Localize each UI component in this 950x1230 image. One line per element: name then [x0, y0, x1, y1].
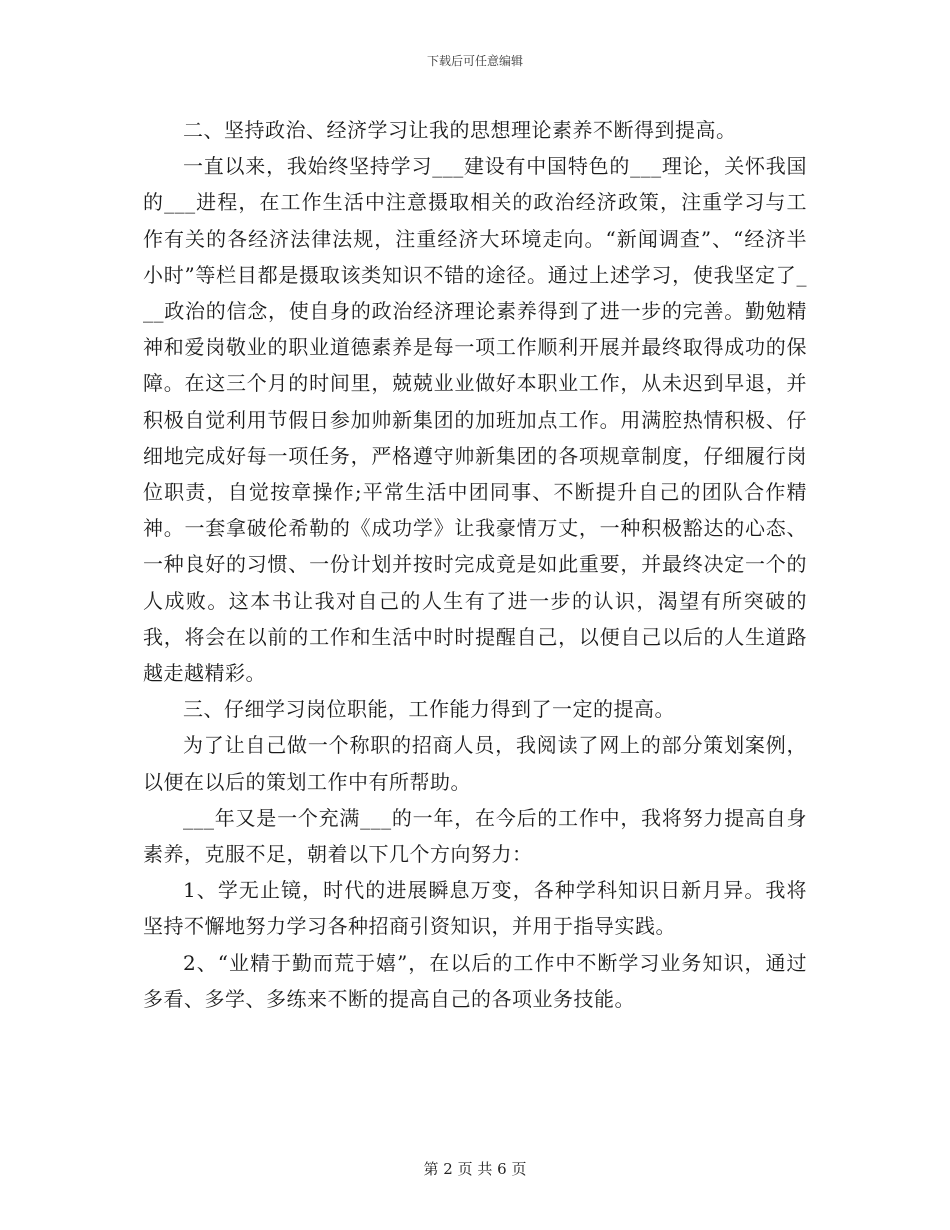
- document-body: [143, 112, 807, 1017]
- body-paragraph-plan: ___年又是一个充满___的一年，在今后的工作中，我将努力提高自身素养，克服不足，朝着以下几个方向努力：: [143, 805, 807, 867]
- section-heading-2: 二、坚持政治、经济学习让我的思想理论素养不断得到提高。: [183, 118, 737, 142]
- page-number: 第 2 页 共 6 页: [423, 1160, 527, 1178]
- list-item-1: 1、学无止镜，时代的进展瞬息万变，各种学科知识日新月异。我将坚持不懈地努力学习各种招商引资知识，并用于指导实践。: [143, 878, 807, 939]
- section-heading-3: 三、仔细学习岗位职能，工作能力得到了一定的提高。: [183, 697, 675, 722]
- body-paragraph-study: 一直以来，我始终坚持学习___建设有中国特色的___理论，关怀我国的___进程，在工作生活中注意摄取相关的政治经济政策，注重学习与工作有关的各经济法律法规，注重经济大环境走向。“新闻调查”、“经济半小时”等栏目都是摄取该类知识不错的途径。通过上述学习，使我坚定了___政治的信念，使自身的政治经济理论素养得到了进一步的完善。勤勉精神和爱岗敬业的职业道德素养是每一项工作顺利开展并最终取得成功的保障。在这三个月的时间里，兢兢业业做好本职业工作，从未迟到早退，并积极自觉利用节假日参加帅新集团的加班加点工作。用满腔热情积极、仔细地完成好每一项任务，严格遵守帅新集团的各项规章制度，仔细履行岗位职责，自觉按章操作;平常生活中团同事、不断提升自己的团队合作精神。一套拿破伦希勒的《成功学》让我豪情万丈，一种积极豁达的心态、一种良好的习惯、一份计划并按时完成竟是如此重要，并最终决定一个的人成败。这本书让我对自己的人生有了进一步的认识，渴望有所突破的我，将会在以前的工作和生活中时时提醒自己，以便自己以后的人生道路越走越精彩。: [143, 154, 807, 686]
- page-header-note: 下载后可任意编辑: [426, 54, 523, 68]
- list-item-2: 2、“业精于勤而荒于嬉”，在以后的工作中不断学习业务知识，通过多看、多学、多练来不断的提高自己的各项业务技能。: [143, 950, 807, 1011]
- body-paragraph-reading: 为了让自己做一个称职的招商人员，我阅读了网上的部分策划案例，以便在以后的策划工作中有所帮助。: [143, 733, 807, 794]
